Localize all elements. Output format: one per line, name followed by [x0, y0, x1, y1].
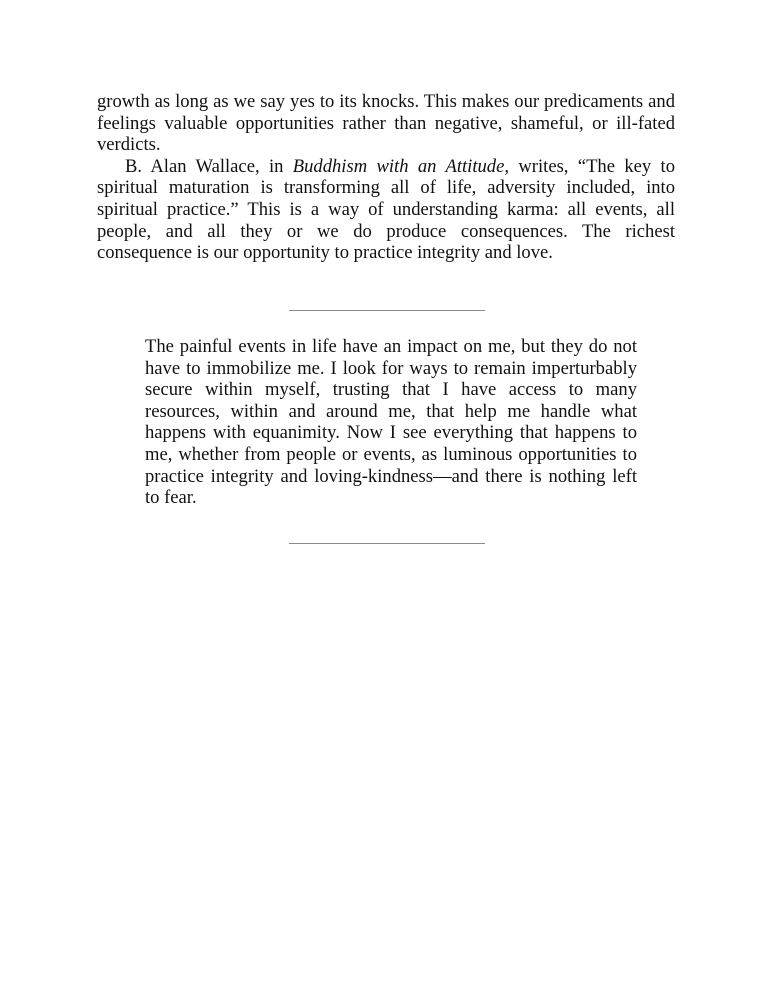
section-divider-bottom [289, 543, 485, 544]
affirmation-block: The painful events in life have an impact on me, but they do not have to immobilize me. I look for ways to remain imperturbably secure within myself, trusting that I have access to many resources, within and around me, that help me handle what happens with equanimity. Now I see everything that happens to me, whether from people or events, as luminous opportunities to practice integrity and loving-kindness—and there is nothing left to fear. [145, 336, 637, 509]
paragraph-lead-in: B. Alan Wallace, in [125, 155, 293, 177]
book-title: Buddhism with an Attitude, [292, 155, 510, 177]
body-text [97, 91, 675, 264]
paragraph-wallace-quote [97, 156, 675, 264]
paragraph-remainder: writes, “The key to spiritual maturation is transforming all of life, adversity included, into spiritual practice.” This is a way of understanding karma: all events, all people, and all they or we do produce consequences. The richest consequence is our opportunity to practice integrity and love. [97, 155, 675, 264]
paragraph-continuation: growth as long as we say yes to its knocks. This makes our predicaments and feelings valuable opportunities rather than negative, shameful, or ill-fated verdicts. [97, 91, 675, 156]
section-divider-top [289, 310, 485, 311]
